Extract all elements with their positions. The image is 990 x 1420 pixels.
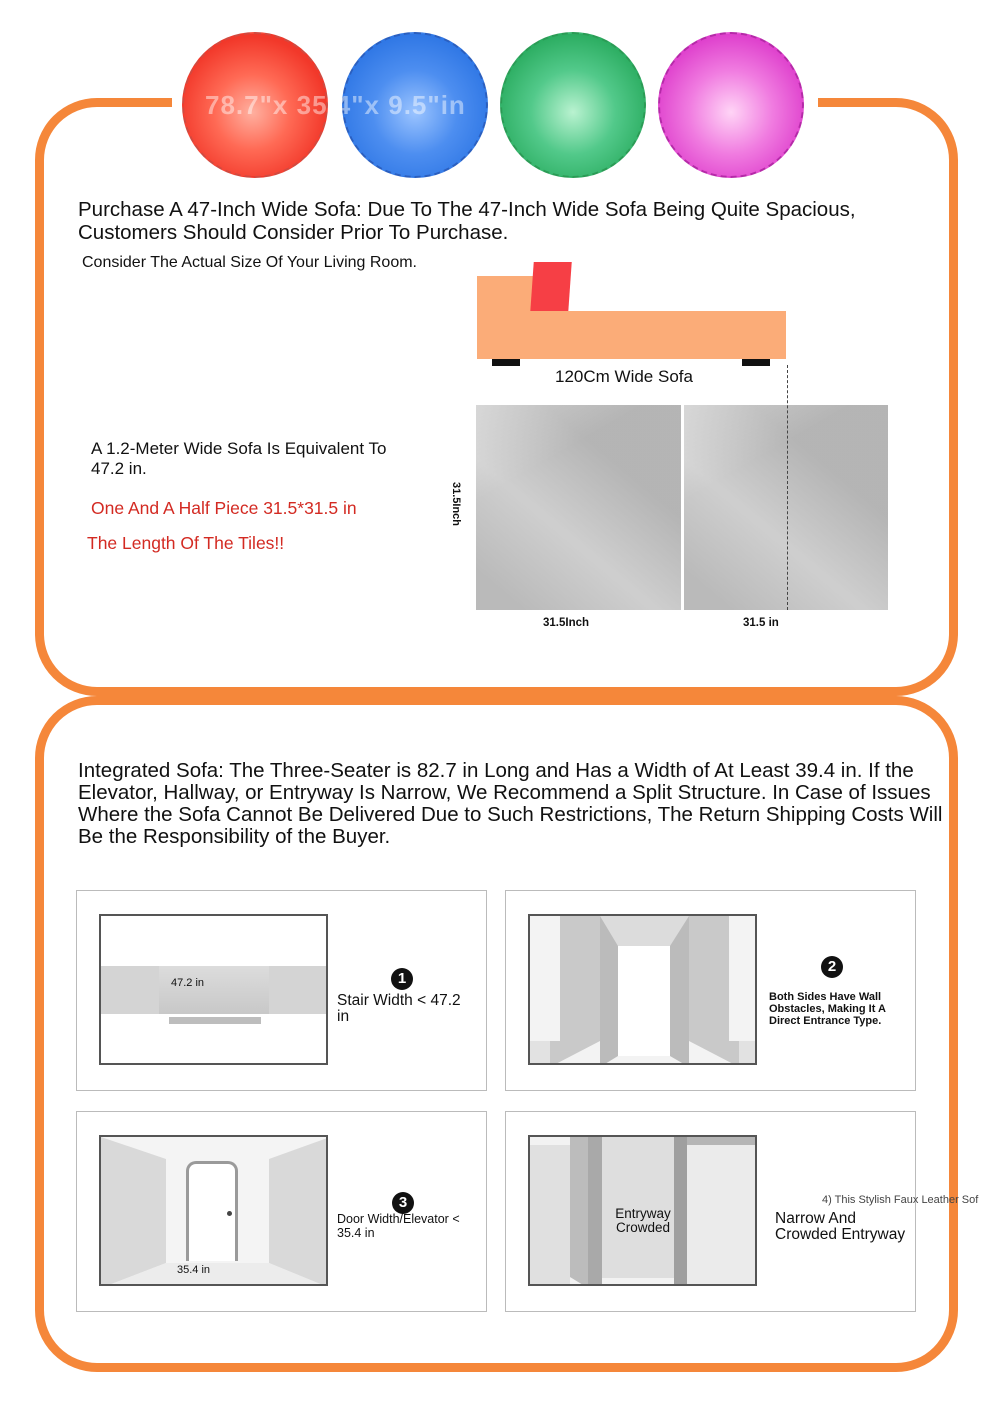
entryway-card [505, 1111, 916, 1312]
door-width-measure: 35.4 in [177, 1264, 211, 1276]
corridor-card [505, 890, 916, 1091]
stair-width-measure: 47.2 in [171, 977, 205, 989]
door-knob [227, 1211, 232, 1216]
top-subheading: Consider The Actual Size Of Your Living Room. [82, 254, 417, 271]
equivalence-text: A 1.2-Meter Wide Sofa Is Equivalent To 47.2 in. [91, 439, 387, 478]
stair-band [101, 966, 328, 1014]
overlay-caption: 4) This Stylish Faux Leather Sof [822, 1194, 979, 1206]
tile-length-note: The Length Of The Tiles!! [87, 533, 285, 553]
magenta-swatch-circle [658, 32, 804, 178]
dimension-watermark: 78.7"x 35.4"x 9.5"in [205, 90, 466, 120]
sofa-leg-right [742, 359, 770, 366]
number-badge-2: 2 [821, 956, 843, 978]
door-width-card [76, 1111, 487, 1312]
stair-width-card [76, 890, 487, 1091]
entryway-text: Narrow And Crowded Entryway [775, 1210, 906, 1243]
corridor-text: Both Sides Have Wall Obstacles, Making It A Direct Entrance Type. [769, 991, 886, 1027]
number-badge-1: 1 [391, 968, 413, 990]
tile-height-label: 31.5Inch [450, 482, 462, 527]
tile-width-label-1: 31.5Inch [543, 617, 590, 629]
entryway-illustration [528, 1135, 757, 1286]
door-illustration [99, 1135, 328, 1286]
stair-width-text: Stair Width < 47.2 in [337, 992, 461, 1025]
corridor-drawing [530, 916, 757, 1065]
stair-step [169, 1017, 261, 1024]
marble-tile-2 [684, 405, 888, 610]
green-swatch-circle [500, 32, 646, 178]
corridor-illustration [528, 914, 757, 1065]
number-badge-3: 3 [392, 1192, 414, 1214]
sofa-seat [477, 311, 786, 359]
tile-count-note: One And A Half Piece 31.5*31.5 in [91, 498, 357, 518]
marble-tile-1 [476, 405, 681, 610]
stair-illustration [99, 914, 328, 1065]
top-heading: Purchase A 47-Inch Wide Sofa: Due To The 47-Inch Wide Sofa Being Quite Spacious, Customers Should Consider Prior To Purchase. [78, 198, 856, 244]
sofa-edge-dashed-line [787, 365, 788, 610]
bottom-heading: Integrated Sofa: The Three-Seater is 82.7 in Long and Has a Width of At Least 39.4 in. If the Elevator, Hallway, or Entryway Is Narrow, We Recommend a Split Structure. In Case of Issues Where the Sofa Cannot Be Delivered Due to Such Restrictions, The Return Shipping Costs Will Be the Responsibility of the Buyer. [78, 759, 943, 848]
sofa-width-label: 120Cm Wide Sofa [555, 367, 693, 386]
entryway-crowded-label: Entryway Crowded [615, 1206, 671, 1235]
sofa-leg-left [492, 359, 520, 366]
door-width-text: Door Width/Elevator < 35.4 in [337, 1212, 460, 1240]
tile-width-label-2: 31.5 in [743, 617, 779, 629]
sofa-pillow [530, 262, 571, 312]
